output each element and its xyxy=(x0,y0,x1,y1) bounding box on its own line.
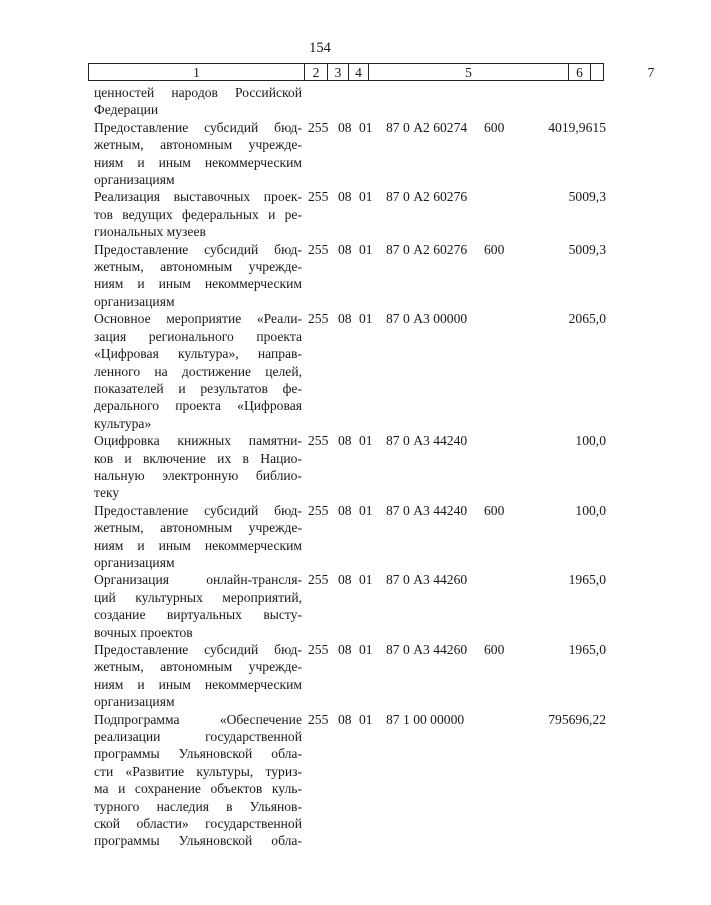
row-name-line: программы Ульяновской обла- xyxy=(94,746,302,762)
code-rz: 08 xyxy=(338,572,352,588)
code-gr: 255 xyxy=(308,433,329,449)
row-name-line: ленного на достижение целей, xyxy=(94,363,302,379)
row-name xyxy=(94,641,302,711)
code-rz: 08 xyxy=(338,119,352,135)
row-name-line: теку xyxy=(94,485,120,501)
row-name xyxy=(94,241,302,311)
code-pr: 01 xyxy=(359,189,373,205)
row-name-line: Реализация выставочных проек- xyxy=(94,189,302,205)
row-amount: 2065,0 xyxy=(568,311,606,327)
row-name-line: Федерации xyxy=(94,102,159,118)
row-name-line: Подпрограмма «Обеспечение xyxy=(94,711,302,727)
code-pr: 01 xyxy=(359,502,373,518)
row-name xyxy=(94,119,302,189)
code-pr: 01 xyxy=(359,119,373,135)
code-rz: 08 xyxy=(338,502,352,518)
row-name-line: жетным, автономным учрежде- xyxy=(94,520,302,536)
code-gr: 255 xyxy=(308,189,329,205)
code-rz: 08 xyxy=(338,711,352,727)
code-rz: 08 xyxy=(338,642,352,657)
table-row xyxy=(94,571,614,641)
row-name-line: вочных проектов xyxy=(94,624,193,640)
code-cs: 87 0 А3 00000 xyxy=(386,311,468,327)
row-name-line: Организация онлайн-трансля- xyxy=(94,572,302,588)
row-name xyxy=(94,502,302,572)
table-row xyxy=(94,84,614,119)
code-cs: 87 1 00 00000 xyxy=(386,711,465,727)
table-row xyxy=(94,119,614,189)
row-name-line: зация регионального проекта xyxy=(94,328,302,344)
row-name-line: гиональных музеев xyxy=(94,224,206,240)
table-row xyxy=(94,502,614,572)
row-name-line: ниям и иным некоммерческим xyxy=(94,276,302,292)
code-gr: 255 xyxy=(308,502,329,518)
header-col-6: 6 xyxy=(569,64,591,80)
row-name-line: ценностей народов Российской xyxy=(94,85,302,100)
code-cs: 87 0 А3 44260 xyxy=(386,642,468,657)
table-row xyxy=(94,241,614,311)
row-name-line: «Цифровая культура», направ- xyxy=(94,346,302,362)
row-name-line: Основное мероприятие «Реали- xyxy=(94,311,302,327)
header-col-4: 4 xyxy=(349,64,369,80)
code-pr: 01 xyxy=(359,642,373,657)
row-name-line: жетным, автономным учрежде- xyxy=(94,659,302,675)
row-name-line: ков и включение их в Нацио- xyxy=(94,450,302,466)
table-row xyxy=(94,188,614,240)
table-body xyxy=(94,84,614,850)
row-name-line: Предоставление субсидий бюд- xyxy=(94,119,302,135)
header-col-1: 1 xyxy=(89,64,305,80)
code-pr: 01 xyxy=(359,711,373,727)
row-amount: 5009,3 xyxy=(568,241,606,257)
code-rz: 08 xyxy=(338,189,352,205)
code-cs: 87 0 А2 60276 xyxy=(386,189,468,205)
code-vr: 600 xyxy=(484,642,505,657)
row-name-line: создание виртуальных высту- xyxy=(94,607,302,623)
row-name-line: культура» xyxy=(94,415,152,431)
header-col-3: 3 xyxy=(328,64,349,80)
row-name-line: Предоставление субсидий бюд- xyxy=(94,502,302,518)
code-gr: 255 xyxy=(308,572,329,588)
row-name-line: реализации государственной xyxy=(94,729,302,745)
code-pr: 01 xyxy=(359,433,373,449)
code-rz: 08 xyxy=(338,311,352,327)
code-gr: 255 xyxy=(308,642,329,657)
row-name-line: дерального проекта «Цифровая xyxy=(94,398,302,414)
code-gr: 255 xyxy=(308,119,329,135)
row-name-line: организациям xyxy=(94,554,175,570)
table-header xyxy=(88,63,655,81)
code-rz: 08 xyxy=(338,241,352,257)
row-name-line: программы Ульяновской обла- xyxy=(94,833,302,849)
code-pr: 01 xyxy=(359,241,373,257)
code-pr: 01 xyxy=(359,572,373,588)
row-name-line: Предоставление субсидий бюд- xyxy=(94,241,302,257)
header-col-7: 7 xyxy=(647,65,655,80)
row-name-line: сти «Развитие культуры, туриз- xyxy=(94,763,302,779)
row-amount: 795696,22 xyxy=(548,711,606,727)
table-row xyxy=(94,432,614,502)
row-name-line: Предоставление субсидий бюд- xyxy=(94,642,302,657)
row-name xyxy=(94,188,302,240)
row-name xyxy=(94,432,302,502)
code-cs: 87 0 А3 44240 xyxy=(386,502,468,518)
row-name xyxy=(94,571,302,641)
row-amount: 100,0 xyxy=(575,433,606,449)
row-name-line: турного наследия в Ульянов- xyxy=(94,798,302,814)
code-cs: 87 0 А2 60274 xyxy=(386,119,468,135)
code-pr: 01 xyxy=(359,311,373,327)
row-name-line: ниям и иным некоммерческим xyxy=(94,676,302,692)
table-row xyxy=(94,711,614,850)
code-vr: 600 xyxy=(484,502,505,518)
row-name xyxy=(94,711,302,850)
code-cs: 87 0 А2 60276 xyxy=(386,241,468,257)
code-rz: 08 xyxy=(338,433,352,449)
row-name xyxy=(94,310,302,432)
row-name-line: организациям xyxy=(94,172,175,188)
row-name-line: жетным, автономным учрежде- xyxy=(94,137,302,153)
row-name-line: организациям xyxy=(94,293,175,309)
code-vr: 600 xyxy=(484,241,505,257)
row-name-line: ма и сохранение объектов куль- xyxy=(94,781,302,797)
row-amount: 5009,3 xyxy=(568,189,606,205)
row-amount: 100,0 xyxy=(575,502,606,518)
code-gr: 255 xyxy=(308,241,329,257)
header-col-2: 2 xyxy=(305,64,328,80)
code-gr: 255 xyxy=(308,311,329,327)
row-amount: 1965,0 xyxy=(568,572,606,588)
row-name-line: ниям и иным некоммерческим xyxy=(94,537,302,553)
row-name-line: показателей и результатов фе- xyxy=(94,380,302,396)
row-name-line: тов ведущих федеральных и ре- xyxy=(94,206,302,222)
code-gr: 255 xyxy=(308,711,329,727)
header-col-5: 5 xyxy=(369,64,569,80)
row-name-line: Оцифровка книжных памятни- xyxy=(94,433,302,449)
page-number: 154 xyxy=(309,40,331,56)
row-name-line: ниям и иным некоммерческим xyxy=(94,154,302,170)
code-cs: 87 0 А3 44240 xyxy=(386,433,468,449)
code-vr: 600 xyxy=(484,119,505,135)
row-name xyxy=(94,84,302,119)
row-name-line: ций культурных мероприятий, xyxy=(94,589,302,605)
row-name-line: нальную электронную библио- xyxy=(94,467,302,483)
code-cs: 87 0 А3 44260 xyxy=(386,572,468,588)
table-row xyxy=(94,641,614,711)
row-amount: 4019,9615 xyxy=(548,119,606,135)
row-name-line: ской области» государственной xyxy=(94,816,302,832)
row-name-line: жетным, автономным учрежде- xyxy=(94,259,302,275)
row-amount: 1965,0 xyxy=(568,642,606,657)
table-row xyxy=(94,310,614,432)
row-name-line: организациям xyxy=(94,694,175,710)
